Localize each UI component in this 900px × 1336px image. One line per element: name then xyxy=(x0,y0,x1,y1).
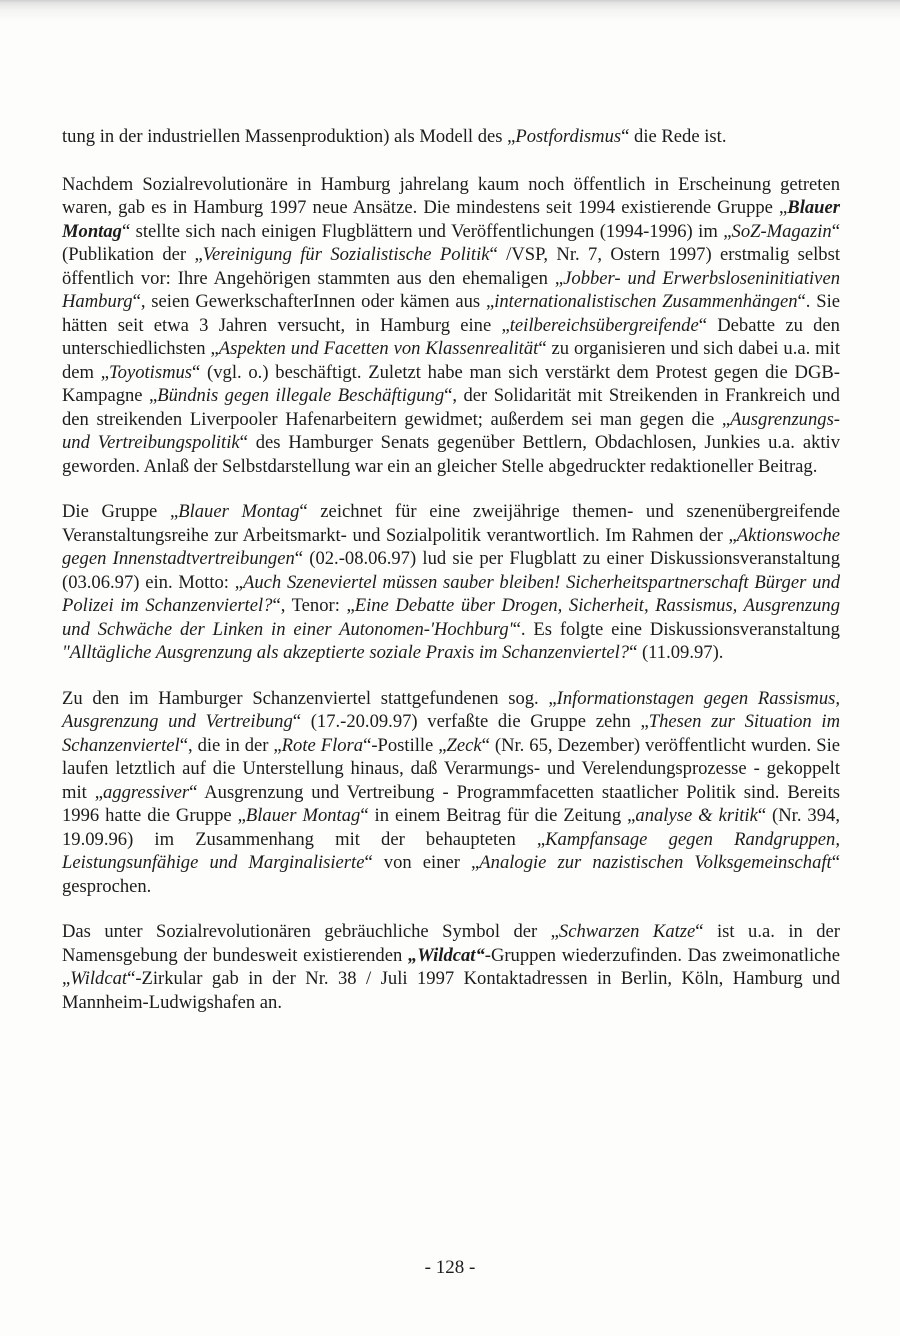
emphasized-text: Rote Flora xyxy=(281,734,364,756)
text-run: “, seien GewerkschafterInnen oder kämen aus „ xyxy=(132,291,495,312)
text-run: “ die Rede ist. xyxy=(621,126,727,147)
document-page xyxy=(62,125,840,1036)
text-run: “ ist u.a. in der Namensgebung der bundesweit existierenden xyxy=(62,921,841,966)
emphasized-text: Toyotismus xyxy=(109,361,193,383)
text-run: “, Tenor: „ xyxy=(272,595,355,616)
text-run: “ zu organisieren und sich dabei u.a. mit dem „ xyxy=(62,338,840,383)
emphasized-text: teilbereichsübergreifende xyxy=(509,314,699,336)
text-run: “ (02.-08.06.97) lud sie per Flugblatt zu einer Diskussionsveranstaltung (03.06.97) ein. Motto: „ xyxy=(62,548,840,593)
emphasized-text: Blauer Montag xyxy=(62,197,840,242)
emphasized-text: Blauer Montag xyxy=(178,501,300,522)
text-run: “, der Solidarität mit Streikenden in Frankreich und den streikenden Liverpooler Hafenarbeitern gewidmet; außerdem sei man gegen die „ xyxy=(62,385,840,430)
paragraph xyxy=(62,173,840,479)
paragraph xyxy=(62,125,840,149)
emphasized-text: Blauer Montag xyxy=(245,805,361,826)
text-run: “-Postille „ xyxy=(363,734,447,756)
text-run: “ von einer „ xyxy=(364,852,480,873)
text-run: Nachdem Sozialrevolutionäre in Hamburg jahrelang kaum noch öffentlich in Erscheinung getreten waren, gab es in Hamburg 1997 neue Ansätze. Die mindestens seit 1994 existierende Gruppe „ xyxy=(62,173,840,218)
text-run: tung in der industriellen Massenproduktion) als Modell des „ xyxy=(62,126,516,147)
text-run: “ Ausgrenzung und Vertreibung - Programmfacetten staatlicher Politik sind. Bereits 1996 hatte die Gruppe „ xyxy=(62,781,840,826)
text-run: “ des Hamburger Senats gegenüber Bettlern, Obdachlosen, Junkies u.a. aktiv geworden. Anlaß der Selbstdarstellung war ein an gleicher Stelle abgedruckter redaktioneller Beitrag. xyxy=(62,432,840,477)
emphasized-text: Analogie zur nazistischen Volksgemeinschaft xyxy=(479,852,832,873)
emphasized-text: Ausgrenzungs- und Vertreibungspolitik xyxy=(62,408,840,453)
emphasized-text: internationalistischen Zusammenhängen xyxy=(494,291,798,312)
text-run: “ stellte sich nach einigen Flugblättern und Veröffentlichungen (1994-1996) im „ xyxy=(121,220,732,242)
text-run: “ (17.-20.09.97) verfaßte die Gruppe zehn „ xyxy=(292,711,649,732)
paragraph xyxy=(62,500,840,665)
text-run: “ in einem Beitrag für die Zeitung „ xyxy=(360,805,636,826)
text-run: “, die in der „ xyxy=(179,734,282,756)
text-run: Zu den im Hamburger Schanzenviertel stattgefundenen sog. „ xyxy=(62,687,557,709)
emphasized-text: Thesen zur Situation im Schanzenviertel xyxy=(62,711,841,756)
scan-edge-shadow xyxy=(0,0,900,22)
emphasized-text: Informationstagen gegen Rassismus, Ausgrenzung und Vertreibung xyxy=(62,687,841,732)
emphasized-text: "Alltägliche Ausgrenzung als akzeptierte soziale Praxis im Schanzenviertel? xyxy=(62,642,630,663)
emphasized-text: Vereinigung für Sozialistische Politik xyxy=(202,244,490,265)
emphasized-text: Postfordismus xyxy=(515,126,622,147)
text-run: “ zeichnet für eine zweijährige themen- und szenenübergreifende Veranstaltungsreihe zur Arbeitsmarkt- und Sozialpolitik verantwortlich. Im Rahmen der „ xyxy=(62,501,840,546)
emphasized-text: Eine Debatte über Drogen, Sicherheit, Rassismus, Ausgrenzung und Schwäche der Linken in einer Autonomen-'Hochburg' xyxy=(62,595,841,640)
emphasized-text: Zeck xyxy=(446,734,482,756)
text-run: Das unter Sozialrevolutionären gebräuchliche Symbol der „ xyxy=(62,921,559,942)
emphasized-text: SoZ-Magazin xyxy=(731,220,832,242)
emphasized-text: Schwarzen Katze xyxy=(558,921,696,942)
emphasized-text: Auch Szeneviertel müssen sauber bleiben! Sicherheitspartnerschaft Bürger und Polizei im Schanzenviertel? xyxy=(62,571,840,616)
emphasized-text: Jobber- und Erwerbsloseninitiativen Hamburg xyxy=(62,267,840,312)
text-run: “ (11.09.97). xyxy=(629,642,724,663)
emphasized-text: „Wildcat“ xyxy=(407,944,485,966)
emphasized-text: analyse & kritik xyxy=(635,805,758,826)
document-body xyxy=(62,125,840,1014)
emphasized-text: Kampfansage gegen Randgruppen, Leistungsunfähige und Marginalisierte xyxy=(62,828,840,873)
paragraph xyxy=(62,687,840,899)
text-run: “ (Publikation der „ xyxy=(62,220,840,265)
text-run: “ (Nr. 394, 19.09.96) im Zusammenhang mit der behaupteten „ xyxy=(62,805,840,850)
text-run: “ gesprochen. xyxy=(62,852,840,897)
text-run: “-Zirkular gab in der Nr. 38 / Juli 1997 Kontaktadressen in Berlin, Köln, Hamburg und Mannheim-Ludwigshafen an. xyxy=(62,968,840,1013)
text-run: “ Debatte zu den unterschiedlichsten „ xyxy=(62,314,840,359)
text-run: “. Es folgte eine Diskussionsveranstaltung xyxy=(512,618,840,640)
emphasized-text: Aspekten und Facetten von Klassenrealität xyxy=(218,338,539,359)
text-run: Die Gruppe „ xyxy=(62,501,179,522)
text-run: “ (vgl. o.) beschäftigt. Zuletzt habe man sich verstärkt dem Protest gegen die DGB-Kampagne „ xyxy=(62,361,840,406)
paragraph xyxy=(62,920,840,1014)
emphasized-text: Bündnis gegen illegale Beschäftigung xyxy=(157,385,445,406)
page-number: - 128 - xyxy=(424,1257,476,1278)
emphasized-text: Wildcat xyxy=(70,968,128,989)
text-run: “ (Nr. 65, Dezember) veröffentlicht wurden. Sie laufen letztlich auf die Unterstellung hinaus, daß Verarmungs- und Verelendungsprozesse - gekoppelt mit „ xyxy=(62,734,841,803)
text-run: -Gruppen wiederzufinden. Das zweimonatliche „ xyxy=(62,944,840,989)
text-run: “ /VSP, Nr. 7, Ostern 1997) erstmalig selbst öffentlich vor: Ihre Angehörigen stammten aus den ehemaligen „ xyxy=(62,244,840,289)
text-run: “. Sie hätten seit etwa 3 Jahren versucht, in Hamburg eine „ xyxy=(62,291,840,336)
emphasized-text: Aktionswoche gegen Innenstadtvertreibungen xyxy=(62,524,840,569)
emphasized-text: aggressiver xyxy=(102,781,190,803)
